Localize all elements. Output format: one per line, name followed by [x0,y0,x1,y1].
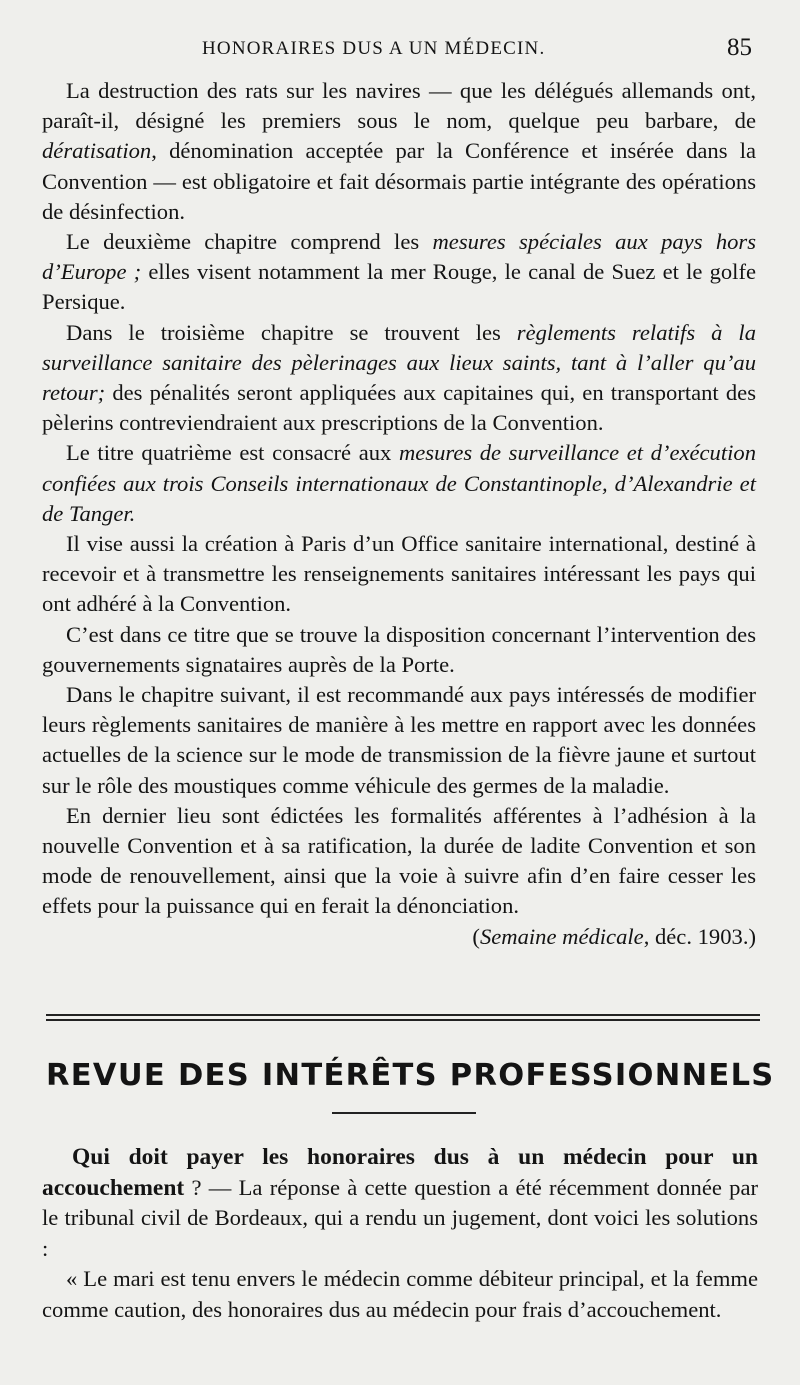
paragraph [42,227,756,318]
paragraph [42,801,756,949]
article [42,1142,758,1325]
page-number: 85 [727,34,752,61]
text-run: Dans le troisième chapitre se trouvent les [66,319,517,345]
text-run: Il vise aussi la création à Paris d’un Office sanitaire international, destiné à recevoir et à transmettre les renseignements sanitaires intéressant les pays qui ont adhéré à la Convention. [42,531,756,617]
paragraph [42,318,756,439]
italic-term: règlements relatifs à la surveillance sanitaire des pèlerinages aux lieux saints, tant à l’aller qu’au retour; [42,319,756,406]
paragraph [42,76,756,227]
text-run: Dans le chapitre suivant, il est recommandé aux pays intéressés de modifier leurs règlements sanitaires de manière à les mettre en rapport avec les données actuelles de la science sur le mode de transmission de la fièvre jaune et surtout sur le rôle des moustiques comme véhicule des germes de la maladie. [42,682,756,798]
text-run: Le deuxième chapitre comprend les [66,229,433,255]
text-run: La destruction des rats sur les navires — que les délégués allemands ont, paraît-il, désigné les premiers sous le nom, quelque peu barbare, de [42,78,756,134]
paragraph [42,529,756,620]
citation-open: ( [472,923,480,949]
paragraph [42,680,756,801]
section-heading: REVUE DES INTÉRÊTS PROFESSIONNELS [46,1058,775,1093]
citation [448,922,756,952]
article-quote: « Le mari est tenu envers le médecin comme débiteur principal, et la femme comme caution, des honoraires dus au médecin pour frais d’accouchement. [42,1266,758,1322]
italic-term: mesures spéciales aux pays hors d’Europe ; [42,229,756,285]
running-title: HONORAIRES DUS A UN MÉDECIN. [202,38,546,59]
paragraph [42,438,756,529]
italic-term: dératisation [42,138,152,164]
text-run: elles visent notamment la mer Rouge, le canal de Suez et le golfe Persique. [42,259,757,315]
article-answer: ? — La réponse à cette question a été récemment donnée par le tribunal civil de Bordeaux, qui a rendu un jugement, dont voici les solutions : [42,1174,758,1261]
article-question: Qui doit payer les honoraires dus à un médecin pour un accouchement [42,1144,758,1201]
paragraph [42,620,756,680]
body-text [42,76,756,952]
text-run: En dernier lieu sont édictées les formalités afférentes à l’adhésion à la nouvelle Convention et à sa ratification, la durée de ladite Convention et son mode de renouvellement, ainsi que la voie à suivre afin d’en faire cesser les effets pour la puissance qui en ferait la dénonciation. [42,802,756,919]
short-rule-divider [332,1112,476,1114]
text-run: C’est dans ce titre que se trouve la disposition concernant l’intervention des gouvernements signataires auprès de la Porte. [42,621,756,677]
text-run: des pénalités seront appliquées aux capitaines qui, en transportant des pèlerins contreviendraient aux prescriptions de la Convention. [42,380,756,436]
italic-term: mesures de surveillance et d’exécution confiées aux trois Conseils internationaux de Constantinople, d’Alexandrie et de Tanger. [42,440,757,526]
running-head [42,34,756,64]
article-lead [42,1142,758,1264]
text-run: Le titre quatrième est consacré aux [66,440,399,466]
citation-date: , déc. 1903.) [643,923,756,949]
citation-source: Semaine médicale [479,923,644,949]
double-rule-divider [46,1014,760,1021]
text-run: , dénomination acceptée par la Conférence et insérée dans la Convention — est obligatoire et fait désormais partie intégrante des opérations de désinfection. [42,138,756,224]
